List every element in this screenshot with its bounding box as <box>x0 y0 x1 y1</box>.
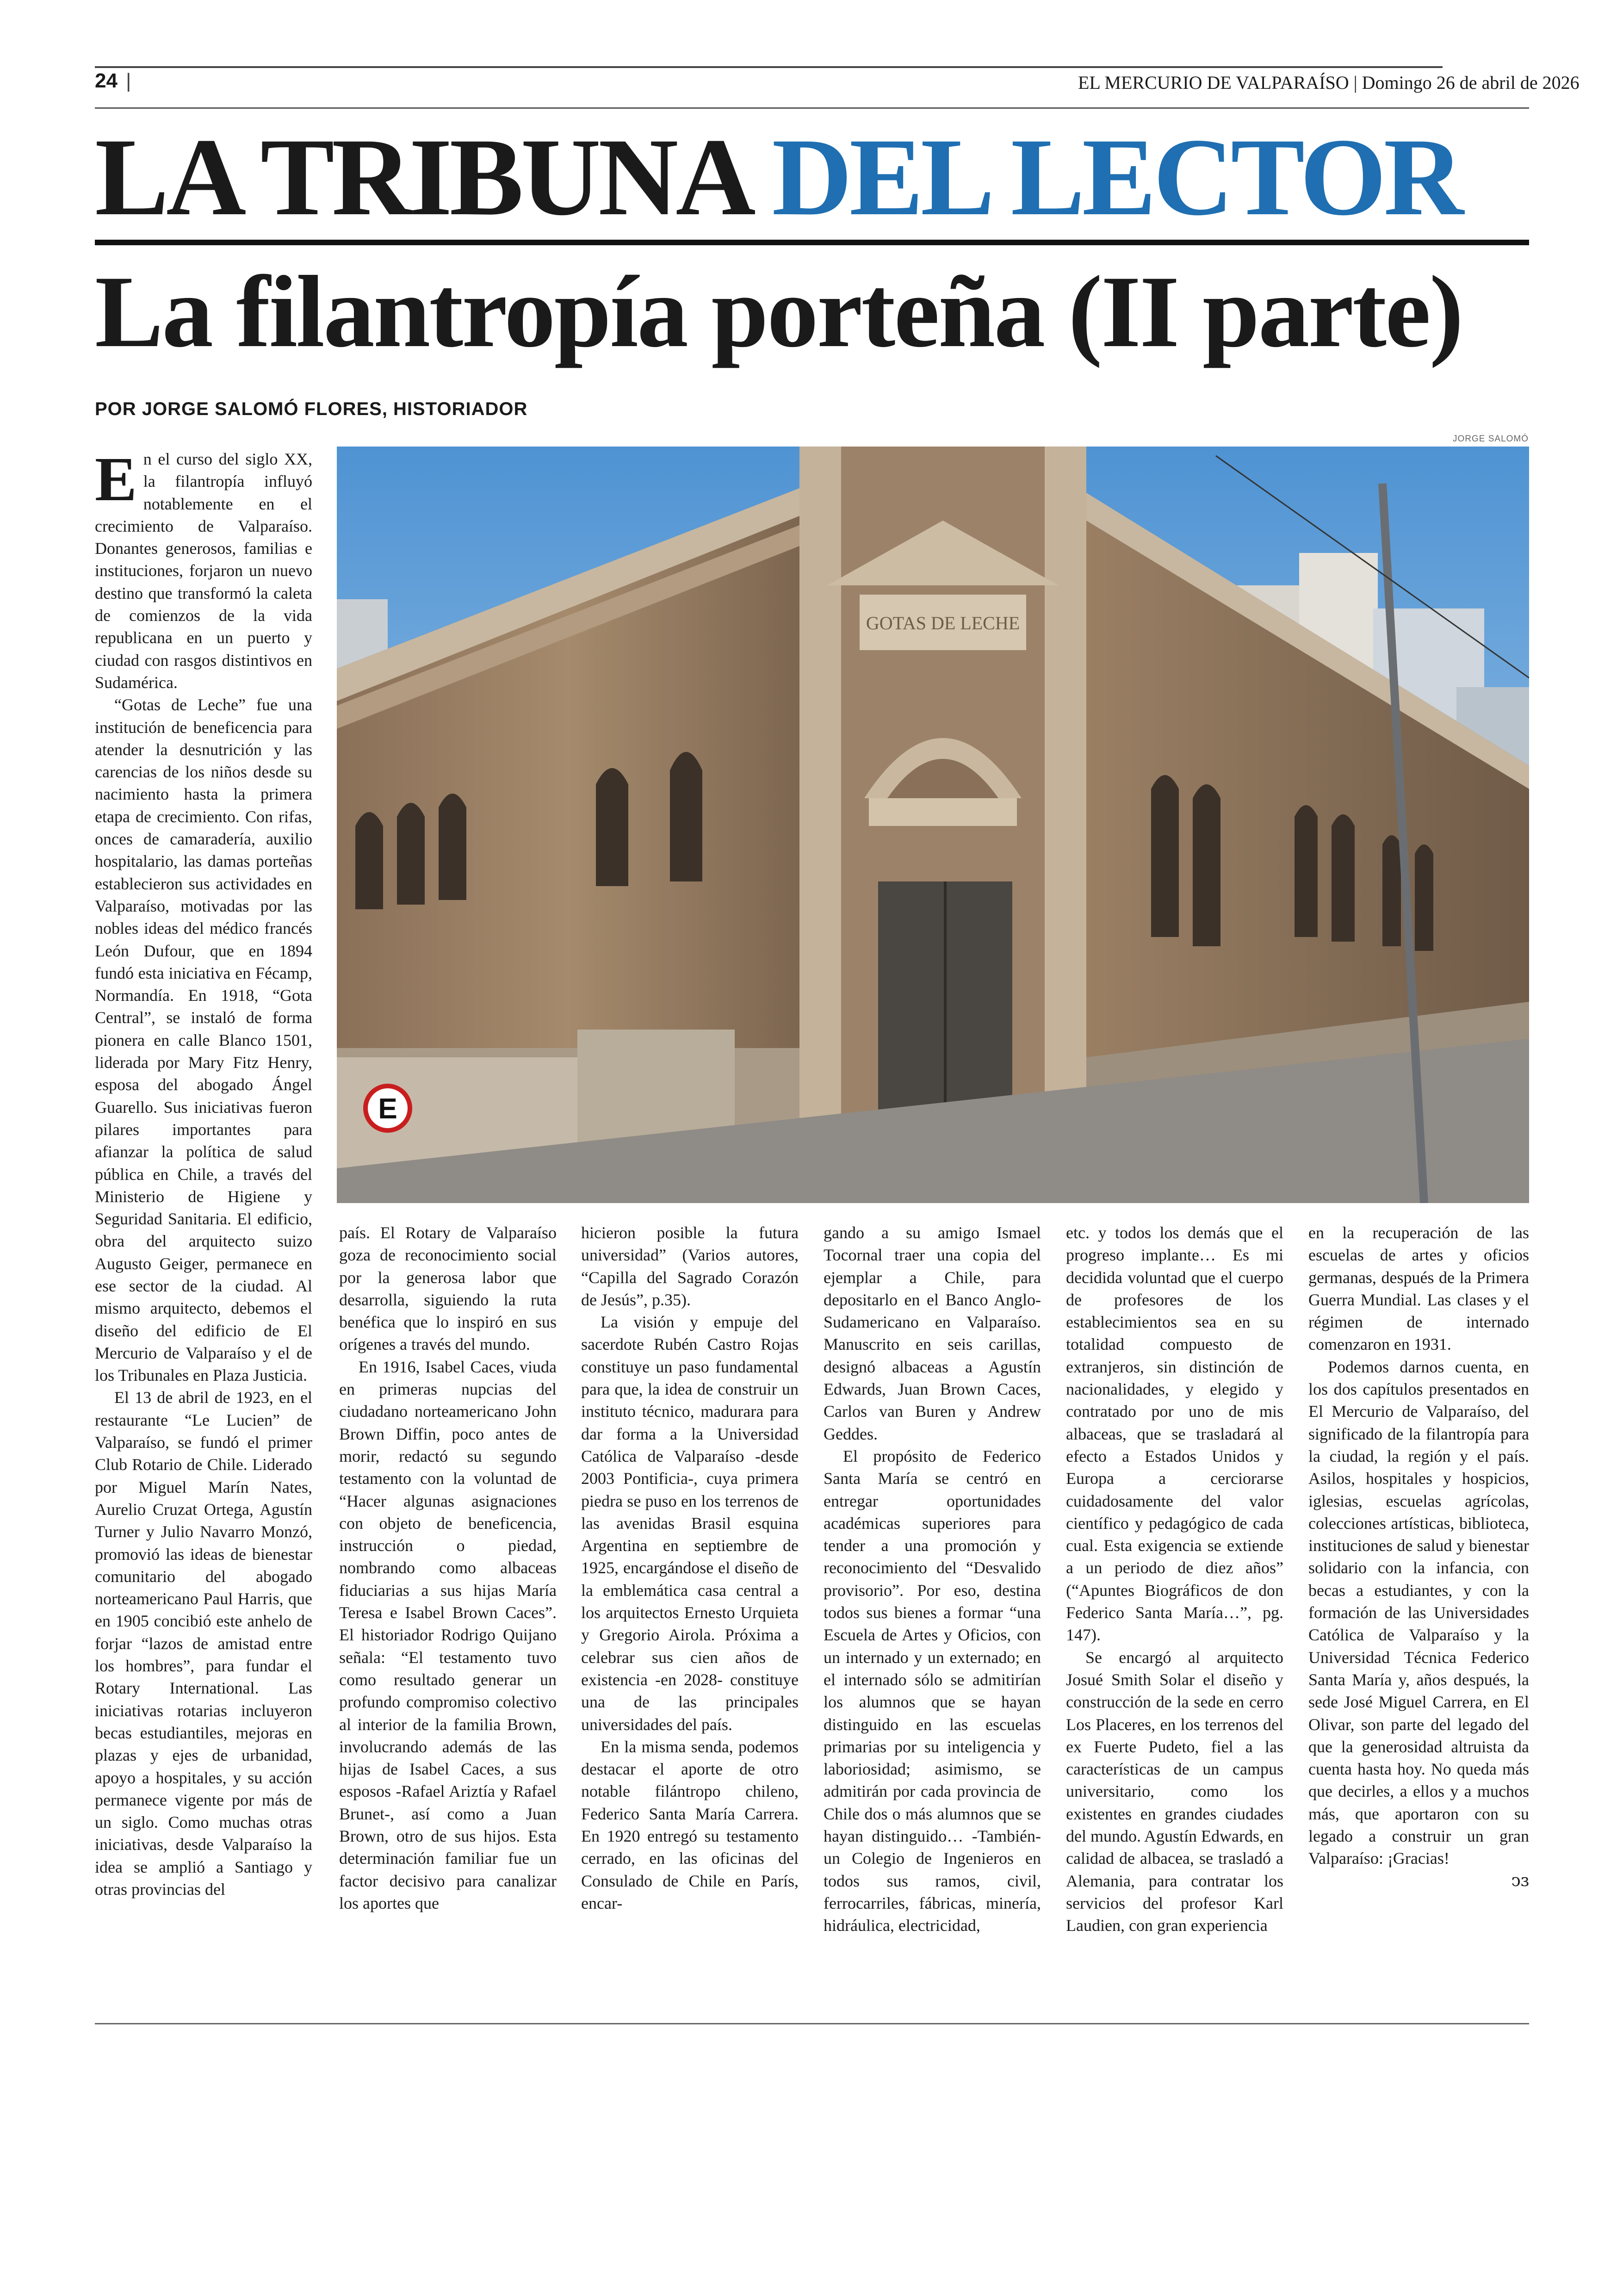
section-title-black: LA TRIBUNA <box>95 115 747 238</box>
paragraph: Podemos darnos cuenta, en los dos capítulos presentados en El Mercurio de Valparaíso, del significado de la filantropía para la ciudad, la región y el país. Asilos, hospitales y hospicios, iglesias, escuelas agrícolas, colecciones artísticas, biblioteca, instituciones de salud y bienestar solidario con la infancia, con becas a estudiantes, y con la formación de las Universidades Católica de Valparaíso y la Universidad Técnica Federico Santa María y, años después, la sede José Miguel Carrera, en El Olivar, son parte del legado del que la generosidad altruista da cuenta hasta hoy. No queda más que decirles, a ellos y a muchos más, que aportaron con su legado a construir un gran Valparaíso: ¡Gracias! <box>1308 1357 1529 1868</box>
paragraph: En 1916, Isabel Caces, viuda en primeras nupcias del ciudadano norteamericano John Brown Diffin, poco antes de morir, redactó su segundo testamento con la voluntad de “Hacer algunas asignaciones con objeto de beneficencia, instrucción o piedad, nombrando como albaceas fiduciarias a sus hijas María Teresa e Isabel Brown Caces”. El historiador Rodrigo Quijano señala: “El testamento tuvo como resultado generar un profundo compromiso colectivo al interior de la familia Brown, involucrando además de las hijas de Isabel Caces, a sus esposos -Rafael Ariztía y Rafael Brunet-, así como a Juan Brown, otro de sus hijos. Esta determinación familiar fue un factor decisivo para canalizar los aportes que <box>339 1357 557 1912</box>
end-mark: ↄɜ <box>1511 1871 1529 1890</box>
page-number: 24 <box>95 69 118 92</box>
building-photo <box>337 447 1529 1203</box>
paragraph: “Gotas de Leche” fue una institución de beneficencia para atender la desnutrición y las carencias de los niños desde su nacimiento hasta la primera etapa de crecimiento. Con rifas, onces de camaradería, auxilio hospitalario, las damas porteñas establecieron sus actividades en Valparaíso, motivadas por las nobles ideas del médico francés León Dufour, que en 1894 fundó esta iniciativa en Fécamp, Normandía. En 1918, “Gota Central”, se instaló de forma pionera en calle Blanco 1501, liderada por Mary Fitz Henry, esposa del abogado Ángel Guarello. Sus iniciativas fueron pilares importantes para afianzar la política de salud pública en Chile, a través del Ministerio de Higiene y Seguridad Sanitaria. El edificio, obra del arquitecto suizo Augusto Geiger, permanece en ese sector de la ciudad. Al mismo arquitecto, debemos el diseño del edificio de El Mercurio de Valparaíso y el de los Tribunales en Plaza Justicia. <box>95 695 312 1385</box>
article-column-5 <box>1066 1222 1283 1937</box>
section-rule <box>95 240 1529 245</box>
section-title <box>95 115 1461 238</box>
article-column-6 <box>1308 1222 1529 1892</box>
paragraph: Se encargó al arquitecto Josué Smith Solar el diseño y construcción de la sede en cerro Los Placeres, en los terrenos del ex Fuerte Pudeto, fiel a las características de un campus universitario, como los existentes en grandes ciudades del mundo. Agustín Edwards, en calidad de albacea, se trasladó a Alemania, para contratar los servicios del profesor Karl Laudien, con gran experiencia <box>1066 1648 1283 1935</box>
section-title-blue: DEL LECTOR <box>772 115 1461 238</box>
folio-bottom-rule <box>95 107 1529 109</box>
paragraph: En la misma senda, podemos destacar el aporte de otro notable filántropo chileno, Federico Santa María Carrera. En 1920 entregó su testamento cerrado, en las oficinas del Consulado de Chile en París, encar- <box>581 1737 799 1912</box>
paragraph: etc. y todos los demás que el progreso implante… Es mi decidida voluntad que el cuerpo de profesores de los establecimientos sea en su totalidad compuesto de extranjeros, sin distinción de nacionalidades, y elegido y contratado por uno de mis albaceas, que se trasladará al efecto a Estados Unidos y Europa a cerciorarse cuidadosamente del valor científico y pedagógico de cada cual. Esta exigencia se extiende a un periodo de diez años” (“Apuntes Biográficos de don Federico Santa María…”, pg. 147). <box>1066 1223 1283 1644</box>
article-column-3 <box>581 1222 799 1914</box>
article-column-2 <box>339 1222 557 1914</box>
article-column-4 <box>824 1222 1041 1937</box>
paragraph: El propósito de Federico Santa María se centró en entregar oportunidades académicas superiores para tender a una promoción y reconocimiento del “Desvalido provisorio”. Por eso, destina todos sus bienes a formar “una Escuela de Artes y Oficios, con un internado y un externado; en el internado sólo se admitirían los alumnos que se hayan distinguido en las escuelas primarias por su inteligencia y laboriosidad; asimismo, se admitirán por cada provincia de Chile dos o más alumnos que se hayan distinguido… -También- un Colegio de Ingenieros en todos sus ramos, civil, ferrocarriles, fábricas, minería, hidráulica, electricidad, <box>824 1446 1041 1935</box>
article-headline: La filantropía porteña (II parte) <box>95 255 1462 369</box>
paragraph: gando a su amigo Ismael Tocornal traer una copia del ejemplar a Chile, para depositarlo en el Banco Anglo-Sudamericano en Valparaíso. Manuscrito en seis carillas, designó albaceas a Agustín Edwards, Juan Brown Caces, Carlos van Buren y Andrew Geddes. <box>824 1223 1041 1443</box>
paragraph: hicieron posible la futura universidad” (Varios autores, “Capilla del Sagrado Corazón de Jesús”, p.35). <box>581 1223 799 1309</box>
paragraph: n el curso del siglo XX, la filantropía influyó notablemente en el crecimiento de Valparaíso. Donantes generosos, familias e instituciones, forjaron un nuevo destino que transformó la caleta de comienzos de la vida republicana en un puerto y ciudad con rasgos distintivos en Sudamérica. <box>95 450 312 692</box>
article-column-1 <box>95 445 312 1900</box>
folio-publication-date: EL MERCURIO DE VALPARAÍSO | Domingo 26 de abril de 2026 <box>1078 72 1580 93</box>
paragraph: La visión y empuje del sacerdote Rubén Castro Rojas constituye un paso fundamental para que, la idea de construir un instituto técnico, madurara para dar forma a la Universidad Católica de Valparaíso -desde 2003 Pontificia-, cuya primera piedra se puso en los terrenos de las avenidas Brasil esquina Argentina en septiembre de 1925, encargándose el diseño de la emblemática casa central a los arquitectos Ernesto Urquieta y Gregorio Airola. Próxima a celebrar sus cien años de existencia -en 2028- constituye una de las principales universidades del país. <box>581 1313 799 1734</box>
dropcap: E <box>95 445 137 514</box>
paragraph: en la recuperación de las escuelas de artes y oficios germanas, después de la Primera Guerra Mundial. Las clases y el régimen de internado comenzaron en 1931. <box>1308 1223 1529 1354</box>
photo-sign: GOTAS DE LECHE <box>866 613 1020 633</box>
paragraph: país. El Rotary de Valparaíso goza de reconocimiento social por la generosa labor que desarrolla, siguiendo la ruta benéfica que lo inspiró en sus orígenes a través del mundo. <box>339 1223 557 1354</box>
article-byline: POR JORGE SALOMÓ FLORES, HISTORIADOR <box>95 399 528 419</box>
folio-top-rule <box>95 66 1443 68</box>
folio-separator: | <box>126 69 131 92</box>
svg-text:E: E <box>378 1093 397 1125</box>
paragraph: El 13 de abril de 1923, en el restaurante “Le Lucien” de Valparaíso, se fundó el primer Club Rotario de Chile. Liderado por Miguel Marín Nates, Aurelio Cruzat Ortega, Agustín Turner y Julio Navarro Monzó, promovió las ideas de bienestar comunitario del abogado norteamericano Paul Harris, que en 1905 concibió este anhelo de forjar “lazos de amistad entre los hombres”, para fundar el Rotary International. Las iniciativas rotarias incluyeron becas estudiantiles, mejoras en plazas y ejes de urbanidad, apoyo a hospitales, y su acción permanece vigente por más de un siglo. Como muchas otras iniciativas, desde Valparaíso la idea se amplió a Santiago y otras provincias del <box>95 1388 312 1899</box>
photo-credit: JORGE SALOMÓ <box>1453 434 1529 444</box>
bottom-rule <box>95 2023 1529 2024</box>
